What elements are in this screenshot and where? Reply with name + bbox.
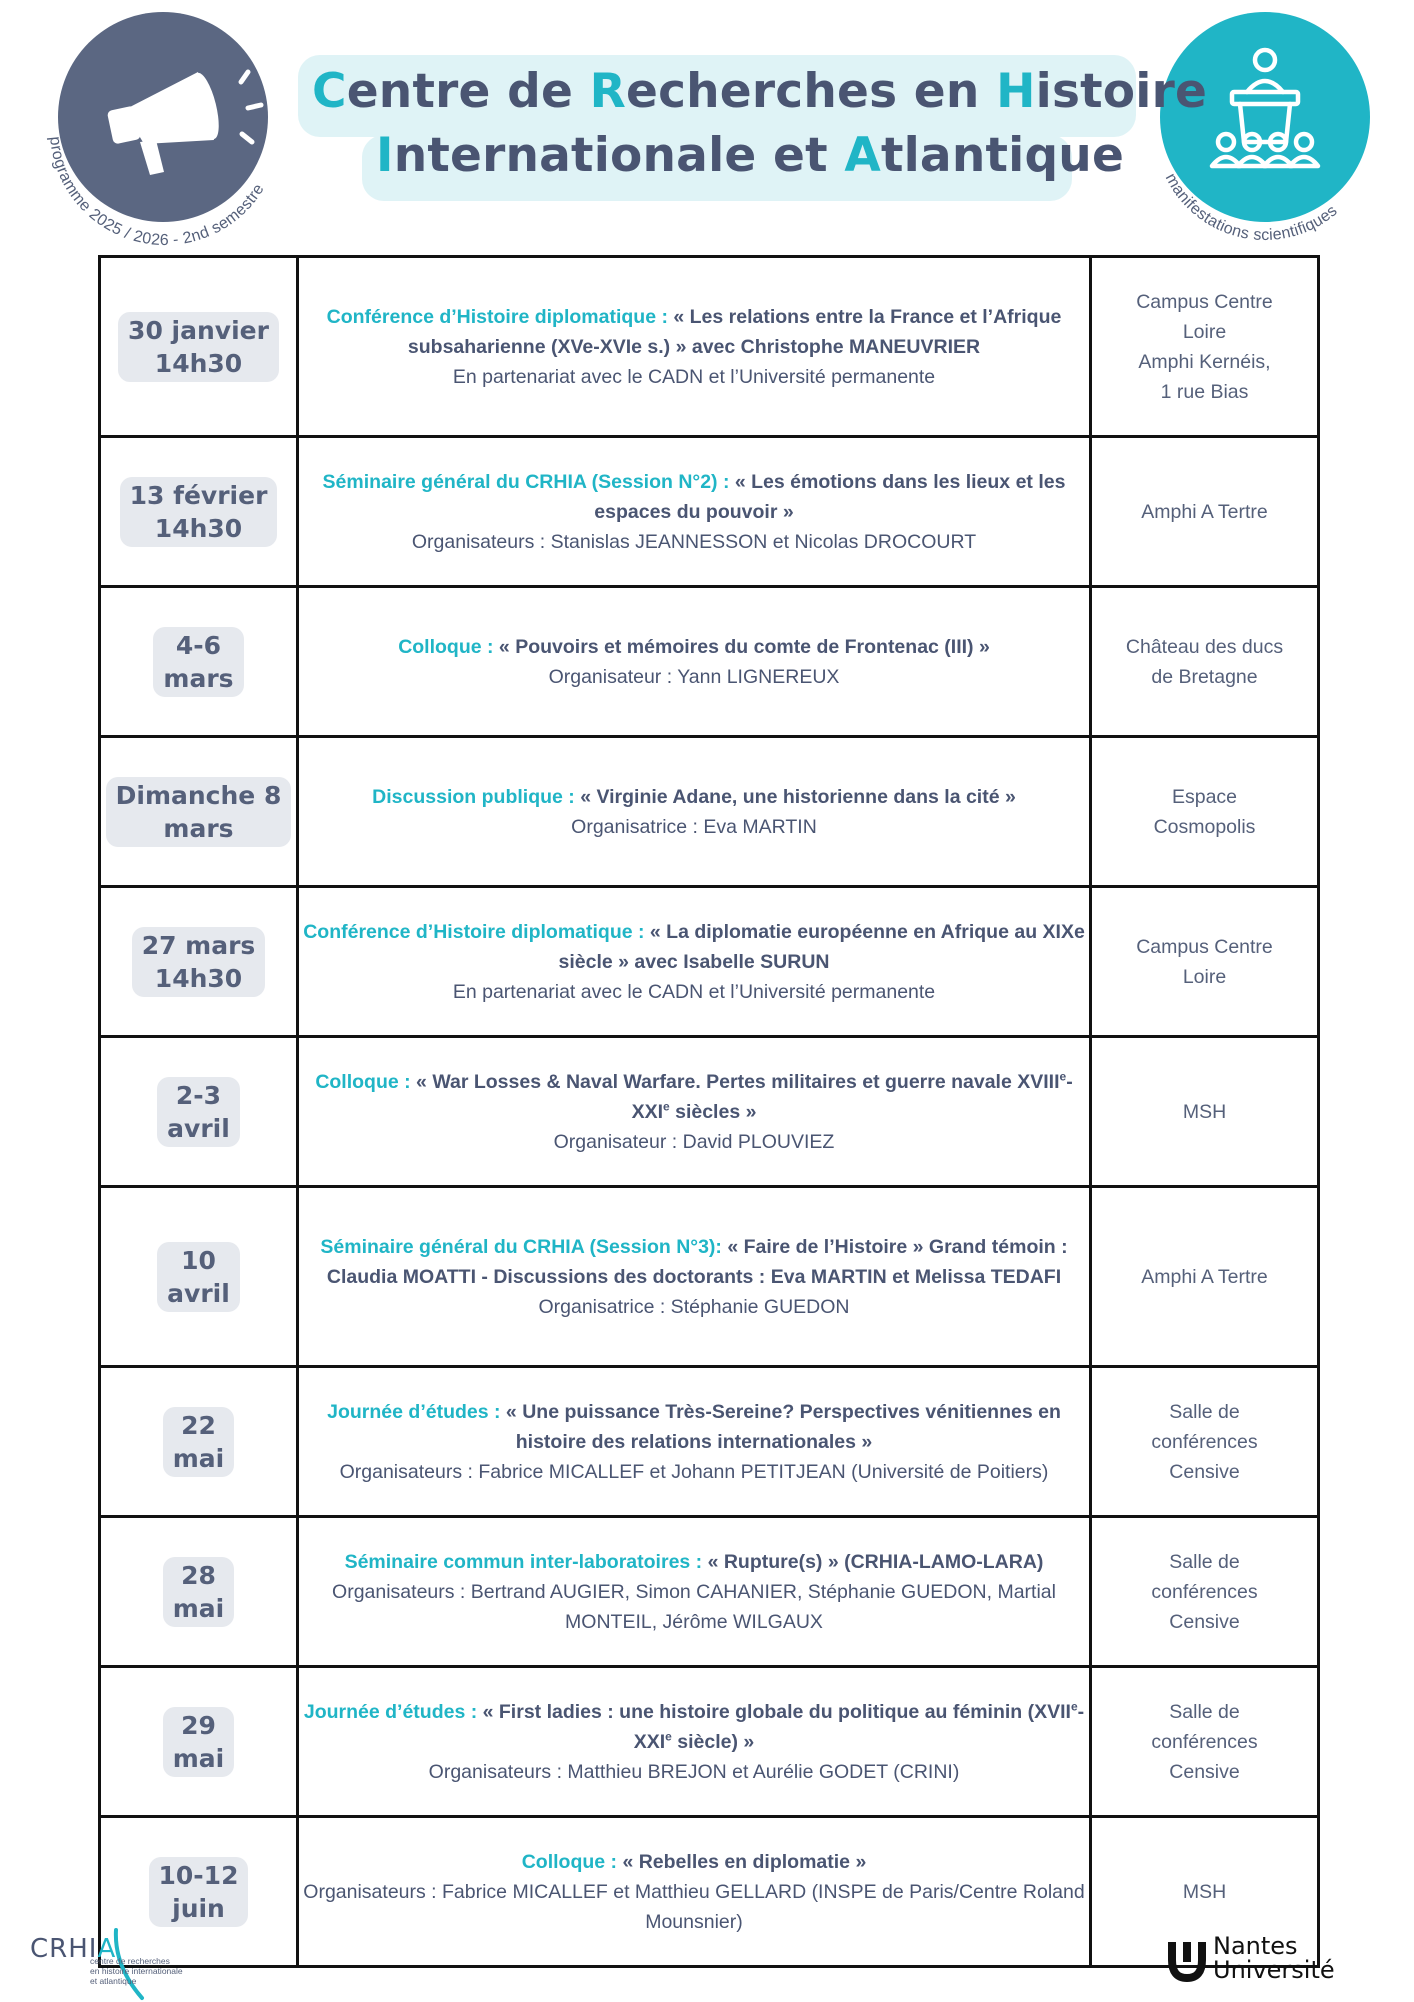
event-date-chip: [153, 627, 243, 697]
event-venue-cell: [1091, 1667, 1319, 1817]
event-venue-cell: [1091, 437, 1319, 587]
event-title: « Une puissance Très-Sereine? Perspectives vénitiennes en histoire des relations internationales »: [500, 1400, 1061, 1453]
event-date-line: Dimanche 8: [115, 780, 282, 810]
event-description-cell: [298, 1367, 1091, 1517]
event-date-line: avril: [167, 1278, 230, 1308]
event-date-line: 30 janvier: [128, 315, 269, 345]
event-description: [299, 1067, 1089, 1157]
event-title-part: « First ladies : une histoire globale du politique au féminin (XVII: [477, 1700, 1071, 1723]
century-superscript: e: [665, 1729, 672, 1743]
event-type: Conférence d’Histoire diplomatique :: [303, 920, 645, 943]
event-date-chip: [132, 927, 266, 997]
scientific-events-caption: [1130, 0, 1400, 260]
event-type: Journée d’études :: [327, 1400, 501, 1423]
event-title-part: -XXI: [631, 1070, 1073, 1123]
nantes-universite-wordmark: [1213, 1934, 1335, 1982]
event-venue-cell: [1091, 587, 1319, 737]
event-description-cell: [298, 257, 1091, 437]
event-venue-line: conférences: [1151, 1730, 1258, 1753]
event-venue-line: conférences: [1151, 1580, 1258, 1603]
event-venue-line: Espace: [1171, 785, 1238, 808]
title-initial: R: [589, 64, 627, 119]
title-initial: C: [312, 64, 347, 119]
event-type: Séminaire général du CRHIA (Session N°3):: [320, 1235, 722, 1258]
event-date-line: 10: [181, 1245, 216, 1275]
event-description: [299, 632, 1089, 692]
event-title: « La diplomatie européenne en Afrique au XIXe siècle » avec Isabelle SURUN: [558, 920, 1085, 973]
svg-text:programme 2025 / 2026 - 2nd se: [46, 136, 268, 249]
event-organisers: Organisateurs : Fabrice MICALLEF et Matthieu GELLARD (INSPE de Paris/Centre Roland Mounsnier): [303, 1880, 1085, 1933]
event-venue-line: conférences: [1151, 1430, 1258, 1453]
event-venue-cell: [1091, 1367, 1319, 1517]
event-date-chip: [149, 1857, 249, 1927]
event-venue-line: Salle de: [1169, 1400, 1240, 1423]
title-segment: tlantique: [880, 128, 1125, 183]
event-type: Séminaire général du CRHIA (Session N°2) :: [322, 470, 730, 493]
event-row: [100, 737, 1319, 887]
event-description-cell: [298, 1187, 1091, 1367]
century-superscript: e: [663, 1099, 670, 1113]
event-description-cell: [298, 737, 1091, 887]
title-segment: istoire: [1035, 64, 1208, 119]
event-organisers: Organisateurs : Stanislas JEANNESSON et Nicolas DROCOURT: [411, 530, 977, 553]
event-date-line: 14h30: [154, 963, 243, 993]
event-date-line: 27 mars: [141, 930, 256, 960]
event-type: Colloque :: [398, 635, 494, 658]
crhia-logo-text: CRHI: [30, 1934, 98, 1964]
event-row: [100, 437, 1319, 587]
event-title: [477, 1701, 1084, 1753]
event-date-line: 13 février: [129, 480, 268, 510]
title-initial: A: [844, 128, 881, 183]
event-date-cell: [100, 1667, 298, 1817]
event-venue-cell: [1091, 257, 1319, 437]
event-type: Discussion publique :: [372, 785, 575, 808]
event-description-cell: [298, 587, 1091, 737]
event-date-chip: [106, 777, 292, 847]
event-date-cell: [100, 257, 298, 437]
event-type: Colloque :: [315, 1070, 411, 1093]
event-organisers: Organisateurs : Fabrice MICALLEF et Johann PETITJEAN (Université de Poitiers): [339, 1460, 1049, 1483]
event-title-part: siècle) »: [671, 1730, 755, 1753]
event-venue: [1092, 1397, 1317, 1487]
event-row: [100, 587, 1319, 737]
event-title-part: siècles »: [669, 1100, 757, 1123]
event-date-line: 10-12: [158, 1860, 239, 1890]
event-description-cell: [298, 1517, 1091, 1667]
event-date-line: mai: [172, 1593, 225, 1623]
page-title-line2: [376, 128, 1125, 183]
event-date-line: 14h30: [154, 348, 243, 378]
event-title: « Les relations entre la France et l’Afrique subsaharienne (XVe-XVIe s.) » avec Christophe MANEUVRIER: [407, 305, 1062, 358]
event-venue-cell: [1091, 1187, 1319, 1367]
event-date-chip: [118, 312, 279, 382]
event-title: [411, 1071, 1073, 1123]
event-description: [299, 1847, 1089, 1937]
event-date-line: juin: [172, 1893, 225, 1923]
event-title: « Pouvoirs et mémoires du comte de Frontenac (III) »: [493, 635, 990, 658]
event-date-chip: [163, 1557, 235, 1627]
event-venue-line: Amphi A Tertre: [1141, 500, 1268, 523]
event-venue: [1092, 632, 1317, 692]
event-venue: [1092, 782, 1317, 842]
event-venue: [1092, 1097, 1317, 1127]
event-venue: [1092, 1697, 1317, 1787]
event-description-cell: [298, 437, 1091, 587]
title-initial: H: [996, 64, 1036, 119]
nantes-word: Nantes: [1213, 1932, 1298, 1960]
event-organisers: Organisatrice : Eva MARTIN: [571, 815, 817, 838]
event-description: [299, 1547, 1089, 1637]
event-row: [100, 1037, 1319, 1187]
nantes-universite-logo: [1168, 1938, 1206, 1984]
title-segment: entre de: [346, 64, 590, 119]
event-description-cell: [298, 1817, 1091, 1967]
event-date-line: mai: [172, 1443, 225, 1473]
title-segment: echerches en: [626, 64, 997, 119]
event-type: Colloque :: [521, 1850, 618, 1873]
event-venue-line: Censive: [1169, 1610, 1240, 1633]
event-venue-line: Loire: [1182, 965, 1227, 988]
event-venue-line: Loire: [1182, 320, 1227, 343]
event-venue-line: Salle de: [1169, 1550, 1240, 1573]
event-venue-line: Censive: [1169, 1760, 1240, 1783]
event-date-cell: [100, 1517, 298, 1667]
event-title: « Rupture(s) » (CRHIA-LAMO-LARA): [702, 1550, 1044, 1573]
event-venue: [1092, 1877, 1317, 1907]
event-venue: [1092, 497, 1317, 527]
semester-caption: [30, 0, 300, 260]
event-date-line: mars: [163, 663, 234, 693]
event-description: [299, 467, 1089, 557]
universite-word: Université: [1213, 1956, 1335, 1984]
event-row: [100, 1517, 1319, 1667]
event-date-cell: [100, 1037, 298, 1187]
event-description-cell: [298, 1667, 1091, 1817]
event-venue-line: de Bretagne: [1151, 665, 1258, 688]
event-date-line: 28: [181, 1560, 216, 1590]
event-title: « Rebelles en diplomatie »: [617, 1850, 867, 1873]
event-organisers: En partenariat avec le CADN et l’Université permanente: [452, 980, 936, 1003]
event-date-line: mai: [172, 1743, 225, 1773]
crhia-tagline-line: centre de recherches: [90, 1956, 170, 1966]
event-description: [299, 917, 1089, 1007]
title-segment: nternationale et: [393, 128, 845, 183]
event-venue: [1092, 1262, 1317, 1292]
event-row: [100, 1667, 1319, 1817]
event-date-cell: [100, 587, 298, 737]
event-title-part: « War Losses & Naval Warfare. Pertes militaires et guerre navale XVIII: [410, 1070, 1060, 1093]
event-date-cell: [100, 1187, 298, 1367]
event-title: « Les émotions dans les lieux et les espaces du pouvoir »: [594, 470, 1066, 523]
event-venue-line: Cosmopolis: [1153, 815, 1256, 838]
event-venue-cell: [1091, 1517, 1319, 1667]
svg-text:manifestations scientifiques: [1162, 171, 1341, 244]
event-venue-line: Amphi Kernéis,: [1138, 350, 1271, 373]
event-venue-line: Amphi A Tertre: [1141, 1265, 1268, 1288]
scientific-events-caption-text: manifestations scientifiques: [1161, 170, 1341, 245]
event-row: [100, 887, 1319, 1037]
event-venue-line: Salle de: [1169, 1700, 1240, 1723]
event-description: [299, 782, 1089, 842]
event-row: [100, 257, 1319, 437]
event-date-line: mars: [163, 813, 234, 843]
event-organisers: Organisateurs : Bertrand AUGIER, Simon CAHANIER, Stéphanie GUEDON, Martial MONTEIL, Jérôme WILGAUX: [332, 1580, 1056, 1633]
event-description: [299, 302, 1089, 392]
crhia-logo-accent: A: [97, 1934, 117, 1964]
event-type: Journée d’études :: [303, 1700, 478, 1723]
event-date-chip: [157, 1242, 240, 1312]
event-date-line: 2-3: [175, 1080, 222, 1110]
event-row: [100, 1187, 1319, 1367]
event-date-line: 14h30: [154, 513, 243, 543]
event-date-line: 4-6: [175, 630, 222, 660]
century-superscript: e: [1070, 1699, 1078, 1713]
event-description: [299, 1697, 1089, 1787]
event-title: « Faire de l’Histoire » Grand témoin : Claudia MOATTI - Discussions des doctorants : Eva MARTIN et Melissa TEDAFI: [326, 1235, 1068, 1288]
event-description: [299, 1397, 1089, 1487]
event-venue-line: Campus Centre: [1136, 290, 1273, 313]
crhia-tagline-line: et atlantique: [90, 1976, 137, 1986]
event-venue-line: 1 rue Bias: [1160, 380, 1249, 403]
title-initial: I: [376, 128, 394, 183]
event-venue-line: MSH: [1182, 1880, 1227, 1903]
event-venue-line: Campus Centre: [1136, 935, 1273, 958]
events-table: [98, 255, 1320, 1968]
event-description: [299, 1232, 1089, 1322]
event-row: [100, 1817, 1319, 1967]
crhia-tagline: [90, 1956, 183, 1986]
event-date-cell: [100, 887, 298, 1037]
event-description-cell: [298, 887, 1091, 1037]
event-type: Conférence d’Histoire diplomatique :: [326, 305, 668, 328]
event-venue-cell: [1091, 1037, 1319, 1187]
event-venue: [1092, 1547, 1317, 1637]
semester-caption-text: programme 2025 / 2026 - 2nd semestre: [46, 135, 268, 250]
crhia-tagline-line: en histoire internationale: [90, 1966, 183, 1976]
event-venue: [1092, 287, 1317, 407]
event-date-chip: [120, 477, 278, 547]
event-title-part: -XXI: [633, 1700, 1085, 1753]
event-type: Séminaire commun inter-laboratoires :: [344, 1550, 703, 1573]
page-title-line1: [312, 64, 1208, 119]
event-organisers: Organisateur : David PLOUVIEZ: [553, 1130, 835, 1153]
event-venue-line: Censive: [1169, 1460, 1240, 1483]
event-venue-line: MSH: [1182, 1100, 1227, 1123]
event-venue-cell: [1091, 737, 1319, 887]
event-title: « Virginie Adane, une historienne dans la cité »: [574, 785, 1016, 808]
event-organisers: Organisateurs : Matthieu BREJON et Aurélie GODET (CRINI): [428, 1760, 960, 1783]
event-venue-line: Château des ducs: [1125, 635, 1284, 658]
event-date-chip: [163, 1707, 235, 1777]
event-date-line: 29: [181, 1710, 216, 1740]
event-venue: [1092, 932, 1317, 992]
event-date-cell: [100, 1367, 298, 1517]
event-description-cell: [298, 1037, 1091, 1187]
event-organisers: En partenariat avec le CADN et l’Université permanente: [452, 365, 936, 388]
event-date-cell: [100, 737, 298, 887]
event-date-chip: [157, 1077, 240, 1147]
century-superscript: e: [1059, 1069, 1067, 1083]
event-date-line: 22: [181, 1410, 216, 1440]
event-organisers: Organisatrice : Stéphanie GUEDON: [538, 1295, 850, 1318]
event-date-cell: [100, 437, 298, 587]
event-venue-cell: [1091, 887, 1319, 1037]
event-date-line: avril: [167, 1113, 230, 1143]
event-row: [100, 1367, 1319, 1517]
event-date-chip: [163, 1407, 235, 1477]
event-organisers: Organisateur : Yann LIGNEREUX: [548, 665, 840, 688]
